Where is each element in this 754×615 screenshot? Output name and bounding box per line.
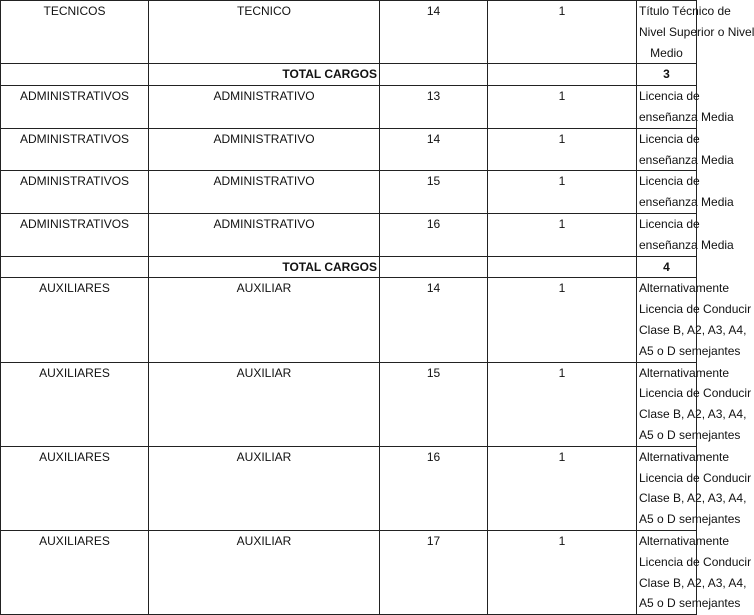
table-row bbox=[1, 213, 697, 256]
requisito-line: Licencia de Conducir bbox=[639, 470, 752, 485]
cantidad-cell: 1 bbox=[488, 362, 637, 446]
requisito-line: Licencia de Conducir bbox=[639, 386, 752, 401]
requisito-line: Clase B, A2, A3, A4, bbox=[639, 407, 747, 422]
requisito-line: Licencia de Conducir bbox=[639, 302, 752, 317]
cantidad-cell: 1 bbox=[488, 171, 637, 214]
table-row bbox=[1, 86, 697, 129]
group-cell: AUXILIARES bbox=[1, 530, 149, 614]
requisito-line: Alternativamente bbox=[639, 281, 730, 296]
cargo-cell: ADMINISTRATIVO bbox=[149, 171, 380, 214]
cantidad-cell: 1 bbox=[488, 446, 637, 530]
requisito-line: enseñanza Media bbox=[639, 195, 734, 210]
requisito-line: A5 o D semejantes bbox=[639, 512, 741, 527]
group-cell: ADMINISTRATIVOS bbox=[1, 213, 149, 256]
requisito-line: enseñanza Media bbox=[639, 152, 734, 167]
table-row bbox=[1, 1, 697, 64]
requisito-line: Título Técnico de bbox=[639, 4, 731, 18]
total-row bbox=[1, 256, 697, 278]
group-cell: AUXILIARES bbox=[1, 362, 149, 446]
cantidad-cell: 1 bbox=[488, 213, 637, 256]
cargo-cell: AUXILIAR bbox=[149, 446, 380, 530]
empty-cell bbox=[380, 256, 488, 278]
table-row bbox=[1, 278, 697, 362]
grado-cell: 14 bbox=[380, 278, 488, 362]
group-cell: ADMINISTRATIVOS bbox=[1, 171, 149, 214]
requisito-line: Licencia de Conducir bbox=[639, 554, 752, 569]
requisito-cell bbox=[637, 446, 752, 530]
table-row bbox=[1, 362, 697, 446]
requisito-cell bbox=[637, 213, 734, 256]
grado-cell: 16 bbox=[380, 213, 488, 256]
cargo-cell: AUXILIAR bbox=[149, 362, 380, 446]
grado-cell: 14 bbox=[380, 128, 488, 171]
table-row bbox=[1, 530, 697, 614]
requisito-cell bbox=[637, 362, 752, 446]
requisito-line: Alternativamente bbox=[639, 449, 730, 464]
requisito-line: Medio bbox=[650, 45, 683, 60]
requisito-line: A5 o D semejantes bbox=[639, 596, 741, 611]
requisito-line: Clase B, A2, A3, A4, bbox=[639, 491, 747, 506]
grado-cell: 17 bbox=[380, 530, 488, 614]
cargo-cell: AUXILIAR bbox=[149, 278, 380, 362]
cargo-cell: ADMINISTRATIVO bbox=[149, 128, 380, 171]
grado-cell: 13 bbox=[380, 86, 488, 129]
requisito-cell bbox=[637, 128, 734, 171]
total-row bbox=[1, 64, 697, 86]
total-value: 4 bbox=[637, 256, 697, 278]
total-label: TOTAL CARGOS bbox=[149, 64, 380, 86]
group-cell: AUXILIARES bbox=[1, 446, 149, 530]
requisito-line: Alternativamente bbox=[639, 533, 730, 548]
empty-cell bbox=[488, 256, 637, 278]
table-row bbox=[1, 128, 697, 171]
requisito-line: Licencia de bbox=[639, 216, 700, 231]
grado-cell: 16 bbox=[380, 446, 488, 530]
empty-cell bbox=[1, 256, 149, 278]
total-label: TOTAL CARGOS bbox=[149, 256, 380, 278]
cantidad-cell: 1 bbox=[488, 1, 637, 64]
cantidad-cell: 1 bbox=[488, 530, 637, 614]
requisito-cell bbox=[637, 278, 752, 362]
requisito-line: Clase B, A2, A3, A4, bbox=[639, 575, 747, 590]
requisito-line: enseñanza Media bbox=[639, 109, 734, 124]
cargo-cell: ADMINISTRATIVO bbox=[149, 213, 380, 256]
requisito-line: A5 o D semejantes bbox=[639, 343, 741, 358]
total-value: 3 bbox=[637, 64, 697, 86]
requisito-cell bbox=[637, 171, 734, 214]
requisito-line: Licencia de bbox=[639, 89, 700, 104]
grado-cell: 14 bbox=[380, 1, 488, 64]
cantidad-cell: 1 bbox=[488, 278, 637, 362]
cantidad-cell: 1 bbox=[488, 128, 637, 171]
empty-cell bbox=[1, 64, 149, 86]
grado-cell: 15 bbox=[380, 362, 488, 446]
requisito-line: Nivel Superior o Nivel bbox=[639, 24, 754, 39]
table-row bbox=[1, 171, 697, 214]
cargo-cell: TECNICO bbox=[149, 1, 380, 64]
requisito-cell bbox=[637, 530, 752, 614]
cantidad-cell: 1 bbox=[488, 86, 637, 129]
empty-cell bbox=[380, 64, 488, 86]
cargo-cell: AUXILIAR bbox=[149, 530, 380, 614]
table-row bbox=[1, 446, 697, 530]
requisito-cell bbox=[637, 86, 734, 129]
requisito-line: Alternativamente bbox=[639, 365, 730, 380]
group-cell: ADMINISTRATIVOS bbox=[1, 86, 149, 129]
cargos-table-body bbox=[1, 1, 754, 615]
requisito-line: A5 o D semejantes bbox=[639, 427, 741, 442]
requisito-line: enseñanza Media bbox=[639, 237, 734, 252]
requisito-line: Clase B, A2, A3, A4, bbox=[639, 322, 747, 337]
group-cell: AUXILIARES bbox=[1, 278, 149, 362]
requisito-cell bbox=[637, 1, 754, 64]
empty-cell bbox=[488, 64, 637, 86]
requisito-line: Licencia de bbox=[639, 131, 700, 146]
group-cell: ADMINISTRATIVOS bbox=[1, 128, 149, 171]
cargo-cell: ADMINISTRATIVO bbox=[149, 86, 380, 129]
group-cell: TECNICOS bbox=[1, 1, 149, 64]
grado-cell: 15 bbox=[380, 171, 488, 214]
requisito-line: Licencia de bbox=[639, 174, 700, 189]
